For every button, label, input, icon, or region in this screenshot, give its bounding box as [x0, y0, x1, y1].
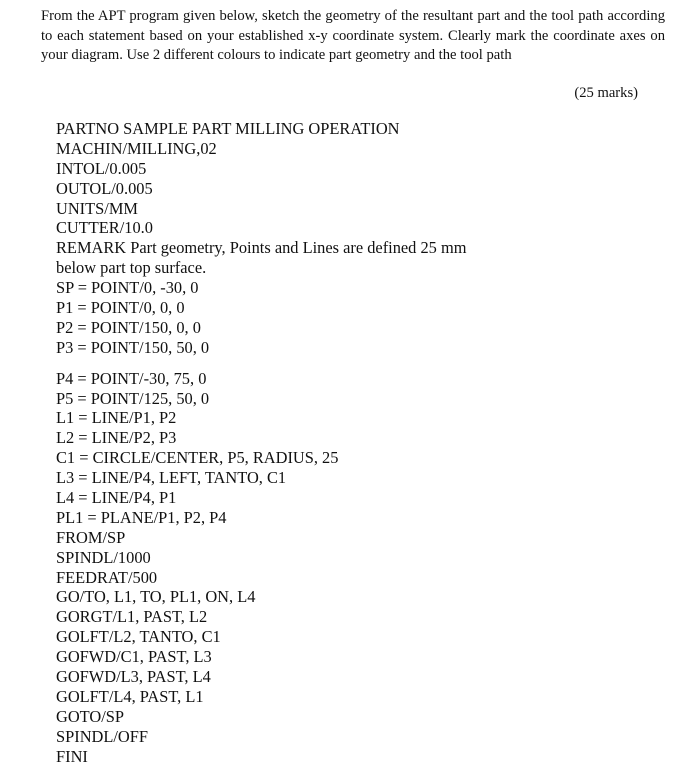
program-line: FINI — [56, 746, 88, 766]
program-line: INTOL/0.005 — [56, 158, 147, 178]
program-line: GO/TO, L1, TO, PL1, ON, L4 — [56, 587, 256, 607]
program-line: SP = POINT/0, -30, 0 — [56, 278, 199, 298]
program-line: UNITS/MM — [56, 198, 138, 218]
program-line: GOLFT/L2, TANTO, C1 — [56, 627, 221, 647]
program-line: PARTNO SAMPLE PART MILLING OPERATION — [56, 119, 400, 138]
program-line: REMARK Part geometry, Points and Lines are defined 25 mm — [56, 238, 467, 258]
program-line: FEEDRAT/500 — [56, 567, 158, 587]
program-line: P1 = POINT/0, 0, 0 — [56, 298, 185, 318]
marks-label: (25 marks) — [574, 85, 638, 101]
program-line: GORGT/L1, PAST, L2 — [56, 607, 208, 627]
program-line: L3 = LINE/P4, LEFT, TANTO, C1 — [56, 468, 287, 488]
program-line: P5 = POINT/125, 50, 0 — [56, 388, 210, 408]
program-line: GOLFT/L4, PAST, L1 — [56, 686, 204, 706]
program-line: MACHIN/MILLING,02 — [56, 138, 217, 158]
program-line: OUTOL/0.005 — [56, 178, 153, 198]
program-block-definitions — [56, 119, 656, 358]
program-line: SPINDL/1000 — [56, 547, 151, 567]
program-line: SPINDL/OFF — [56, 726, 148, 746]
program-line: P4 = POINT/-30, 75, 0 — [56, 368, 207, 388]
program-line: L4 = LINE/P4, P1 — [56, 488, 177, 508]
program-line: below part top surface. — [56, 258, 207, 278]
program-line: P2 = POINT/150, 0, 0 — [56, 317, 201, 337]
block-spacer — [56, 358, 656, 369]
program-line: L1 = LINE/P1, P2 — [56, 408, 177, 428]
program-line: GOFWD/C1, PAST, L3 — [56, 647, 212, 667]
program-line: GOTO/SP — [56, 706, 125, 726]
program-line: PL1 = PLANE/P1, P2, P4 — [56, 507, 227, 527]
apt-program — [56, 119, 656, 767]
question-text: From the APT program given below, sketch the geometry of the resultant part and the tool path according to each statement based on your established x-y coordinate system. Clearly mark the coordinate axes on your diagram. Use 2 different colours to indicate part geometry and the tool path — [41, 8, 665, 64]
program-line: CUTTER/10.0 — [56, 218, 153, 238]
program-line: P3 = POINT/150, 50, 0 — [56, 337, 210, 357]
program-line: FROM/SP — [56, 527, 126, 547]
program-line: C1 = CIRCLE/CENTER, P5, RADIUS, 25 — [56, 448, 339, 468]
program-line: L2 = LINE/P2, P3 — [56, 428, 177, 448]
program-block-motion — [56, 369, 656, 767]
program-line: GOFWD/L3, PAST, L4 — [56, 667, 211, 687]
